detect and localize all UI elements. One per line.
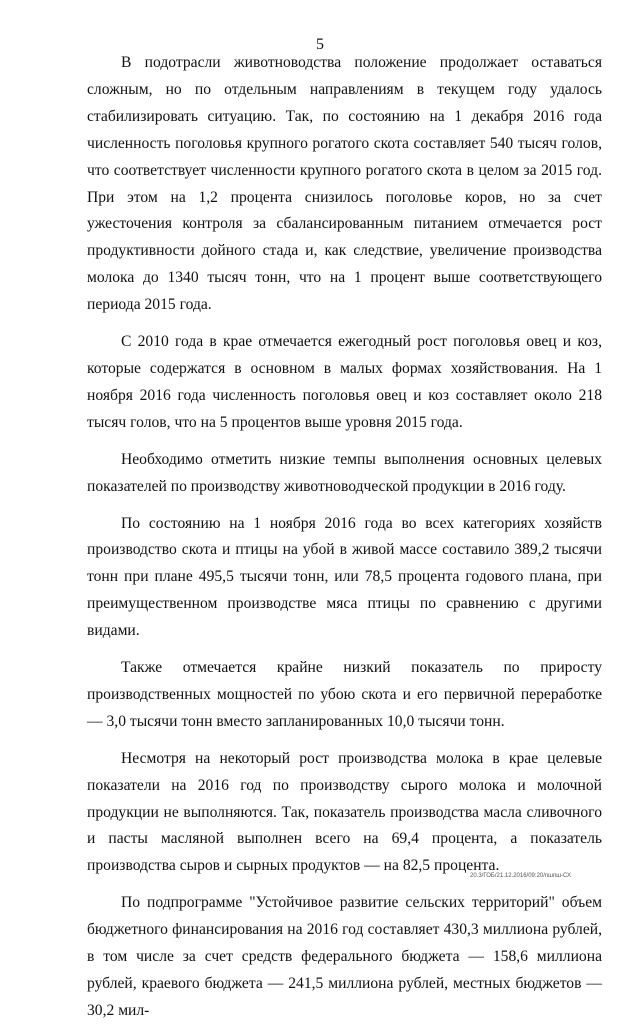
paragraph-dairy-targets: Несмотря на некоторый рост производства молока в крае целевые показатели на 2016 год по производству сырого молока и молочной продукции не выполняются. Так, показатель производства масла сливочного и пасты масляной выполнен всего на 69,4 процента, а показатель производства сыров и сырных продуктов — на 82,5 процента. xyxy=(87,749,602,875)
footer-document-code: 20.3/ГОБ/21.12.2016/09:20/пшпш-СХ xyxy=(470,873,572,879)
paragraph-rural-development: По подпрограмме "Устойчивое развитие сельских территорий" объем бюджетного финансирования на 2016 год составляет 430,3 миллиона рублей, в том числе за счет средств федерального бюджета — 158,6 миллиона рублей, краевого бюджета — 241,5 миллиона рублей, местных бюджетов — 30,2 мил- xyxy=(87,894,602,1019)
paragraph-livestock-situation: В подотрасли животноводства положение продолжает оставаться сложным, но по отдельным направлениям в текущем году удалось стабилизировать ситуацию. Так, по состоянию на 1 декабря 2016 года численность поголовья крупного рогатого скота составляет 540 тысяч голов, что соответствует численности крупного рогатого скота в целом за 2015 год. При этом на 1,2 процента снизилось поголовье коров, но за счет ужесточения контроля за сбалансированным питанием отмечается рост продуктивности дойного стада и, как следствие, увеличение производства молока до 1340 тысяч тонн, что на 1 процент выше соответствующего периода 2015 года. xyxy=(87,54,602,314)
paragraph-low-targets: Необходимо отметить низкие темпы выполнения основных целевых показателей по производству животноводческой продукции в 2016 году. xyxy=(87,450,602,495)
paragraph-sheep-goats: С 2010 года в крае отмечается ежегодный рост поголовья овец и коз, которые содержатся в основном в малых формах хозяйствования. На 1 ноября 2016 года численность поголовья овец и коз составляет около 218 тысяч голов, что на 5 процентов выше уровня 2015 года. xyxy=(87,333,602,431)
paragraph-slaughter-production: По состоянию на 1 ноября 2016 года во всех категориях хозяйств производство скота и птицы на убой в живой массе составило 389,2 тысячи тонн при плане 495,5 тысячи тонн, или 78,5 процента годового плана, при преимущественном производстве мяса птицы по сравнению с другими видами. xyxy=(87,514,602,640)
page-number: 5 xyxy=(316,36,324,53)
paragraph-slaughter-capacity: Также отмечается крайне низкий показатель по приросту производственных мощностей по убою скота и его первичной переработке — 3,0 тысячи тонн вместо запланированных 10,0 тысячи тонн. xyxy=(87,659,602,730)
